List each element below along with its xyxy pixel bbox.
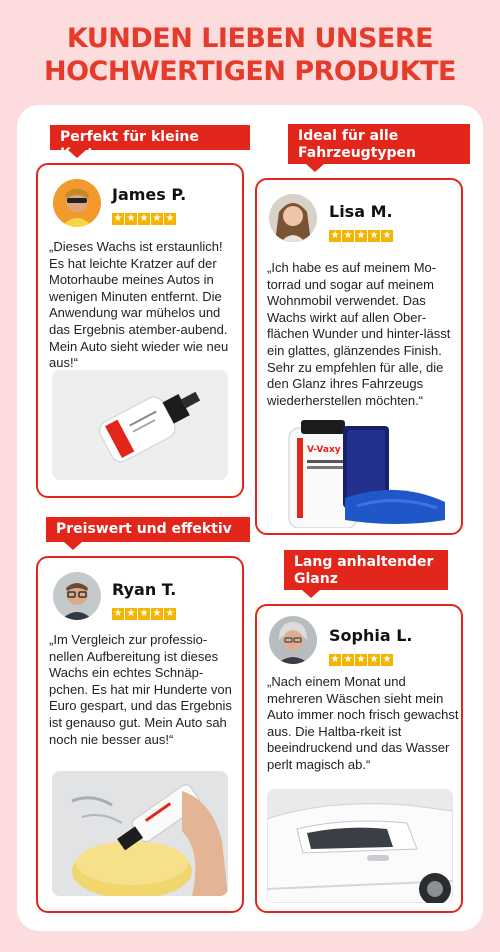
product-brand: V-Vaxy bbox=[307, 445, 341, 455]
star-icon: ★ bbox=[356, 230, 366, 241]
star-icon: ★ bbox=[165, 213, 175, 224]
review-card bbox=[255, 604, 463, 913]
star-icon: ★ bbox=[382, 654, 392, 665]
page-headline bbox=[0, 22, 500, 88]
star-rating bbox=[112, 209, 177, 225]
reviewer-name: Sophia L. bbox=[329, 626, 413, 645]
review-tag: Preiswert und effektiv bbox=[46, 517, 250, 542]
star-icon: ★ bbox=[165, 608, 175, 619]
avatar bbox=[269, 194, 317, 242]
avatar bbox=[269, 616, 317, 664]
avatar bbox=[53, 179, 101, 227]
star-icon: ★ bbox=[139, 213, 149, 224]
review-text: „Nach einem Monat und mehreren Wäschen sieht mein Auto immer noch frisch gewachst aus. Die Haltba-rkeit ist beeindruckend und das Wasser perlt magisch ab.“ bbox=[267, 674, 459, 772]
star-rating bbox=[112, 604, 177, 620]
star-icon: ★ bbox=[330, 230, 340, 241]
product-kit-photo bbox=[287, 420, 447, 528]
star-icon: ★ bbox=[369, 654, 379, 665]
star-icon: ★ bbox=[330, 654, 340, 665]
reviewer-name: Lisa M. bbox=[329, 202, 393, 221]
star-rating bbox=[329, 650, 394, 666]
review-text: „Dieses Wachs ist erstaunlich! Es hat leichte Kratzer auf der Motorhaube meines Autos in wenigen Minuten entfernt. Die Anwendung war mühelos und das Ergebnis atember-aubend. Mein Auto sieht wieder wie neu aus!“ bbox=[49, 239, 229, 371]
reviewer-name: Ryan T. bbox=[112, 580, 177, 599]
reviewer-name: James P. bbox=[112, 185, 187, 204]
star-rating bbox=[329, 226, 394, 242]
review-card bbox=[36, 556, 244, 913]
star-icon: ★ bbox=[152, 608, 162, 619]
star-icon: ★ bbox=[343, 230, 353, 241]
spray-bottle-photo bbox=[52, 370, 228, 480]
avatar bbox=[53, 572, 101, 620]
star-icon: ★ bbox=[343, 654, 353, 665]
review-tag: Perfekt für kleine Kratzer bbox=[50, 125, 250, 150]
star-icon: ★ bbox=[126, 608, 136, 619]
star-icon: ★ bbox=[113, 213, 123, 224]
review-card bbox=[255, 178, 463, 535]
star-icon: ★ bbox=[356, 654, 366, 665]
review-tag: Lang anhaltender Glanz bbox=[284, 550, 448, 590]
star-icon: ★ bbox=[126, 213, 136, 224]
star-icon: ★ bbox=[152, 213, 162, 224]
star-icon: ★ bbox=[369, 230, 379, 241]
headline-line-1: KUNDEN LIEBEN UNSERE bbox=[66, 23, 434, 54]
application-photo bbox=[52, 771, 228, 896]
review-text: „Ich habe es auf meinem Mo-torrad und sogar auf meinem Wohnmobil verwendet. Das Wachs wirkt auf allen Ober-flächen Wunder und hinter-lässt ein glattes, glänzendes Finish. Sehr zu empfehlen für alle, die den Glanz ihres Fahrzeugs wiederherstellen möchten.“ bbox=[267, 260, 451, 408]
star-icon: ★ bbox=[382, 230, 392, 241]
review-text: „Im Vergleich zur professio-nellen Aufbereitung ist dieses Wachs ein echtes Schnäp-pchen. Es hat mir Hunderte von Euro gespart, und das Ergebnis ist genauso gut. Mein Auto sah noch nie besser aus!“ bbox=[49, 632, 232, 747]
review-tag: Ideal für alle Fahrzeugtypen bbox=[288, 124, 470, 164]
headline-line-2: HOCHWERTIGEN PRODUKTE bbox=[44, 56, 456, 87]
white-car-photo bbox=[267, 789, 453, 903]
star-icon: ★ bbox=[113, 608, 123, 619]
review-card bbox=[36, 163, 244, 498]
star-icon: ★ bbox=[139, 608, 149, 619]
